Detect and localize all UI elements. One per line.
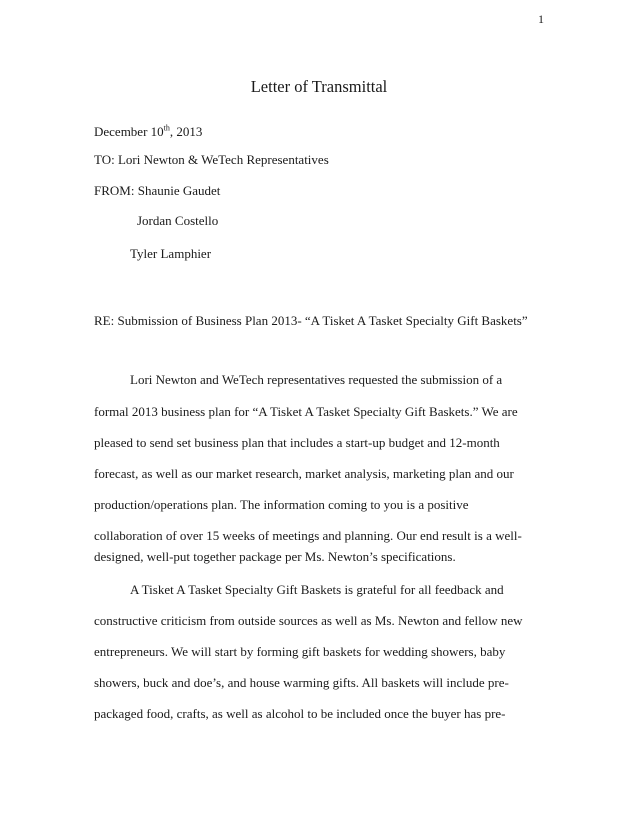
to-line: TO: Lori Newton & WeTech Representatives	[94, 152, 329, 167]
from-line: FROM: Shaunie Gaudet	[94, 183, 221, 198]
paragraph2-line-1: A Tisket A Tasket Specialty Gift Baskets is grateful for all feedback and	[130, 582, 504, 597]
paragraph1-line-1: Lori Newton and WeTech representatives requested the submission of a	[130, 372, 503, 387]
paragraph1-line-4: forecast, as well as our market research, market analysis, marketing plan and our	[94, 466, 514, 481]
paragraph1-line-6: collaboration of over 15 weeks of meetings and planning. Our end result is a well-	[94, 528, 522, 543]
paragraph2-line-2: constructive criticism from outside sources as well as Ms. Newton and fellow new	[94, 613, 523, 628]
from-additional-1: Jordan Costello	[137, 213, 219, 228]
paragraph2-line-3: entrepreneurs. We will start by forming gift baskets for wedding showers, baby	[94, 644, 506, 659]
paragraph1-line-7: designed, well-put together package per Ms. Newton’s specifications.	[94, 549, 456, 564]
date-year: , 2013	[169, 124, 203, 139]
date-suffix: th	[163, 123, 170, 133]
paragraph2-line-5: packaged food, crafts, as well as alcohol to be included once the buyer has pre-	[94, 706, 506, 721]
re-line: RE: Submission of Business Plan 2013- “A Tisket A Tasket Specialty Gift Baskets”	[94, 313, 528, 328]
date-line	[94, 124, 202, 140]
page-number: 1	[538, 12, 544, 26]
date-prefix: December 10	[94, 124, 164, 139]
document-title: Letter of Transmittal	[250, 77, 388, 96]
from-additional-2: Tyler Lamphier	[130, 246, 212, 261]
paragraph1-line-3: pleased to send set business plan that includes a start-up budget and 12-month	[94, 435, 500, 450]
paragraph2-line-4: showers, buck and doe’s, and house warming gifts. All baskets will include pre-	[94, 675, 509, 690]
paragraph1-line-2: formal 2013 business plan for “A Tisket A Tasket Specialty Gift Baskets.” We are	[94, 404, 518, 419]
paragraph1-line-5: production/operations plan. The information coming to you is a positive	[94, 497, 469, 512]
